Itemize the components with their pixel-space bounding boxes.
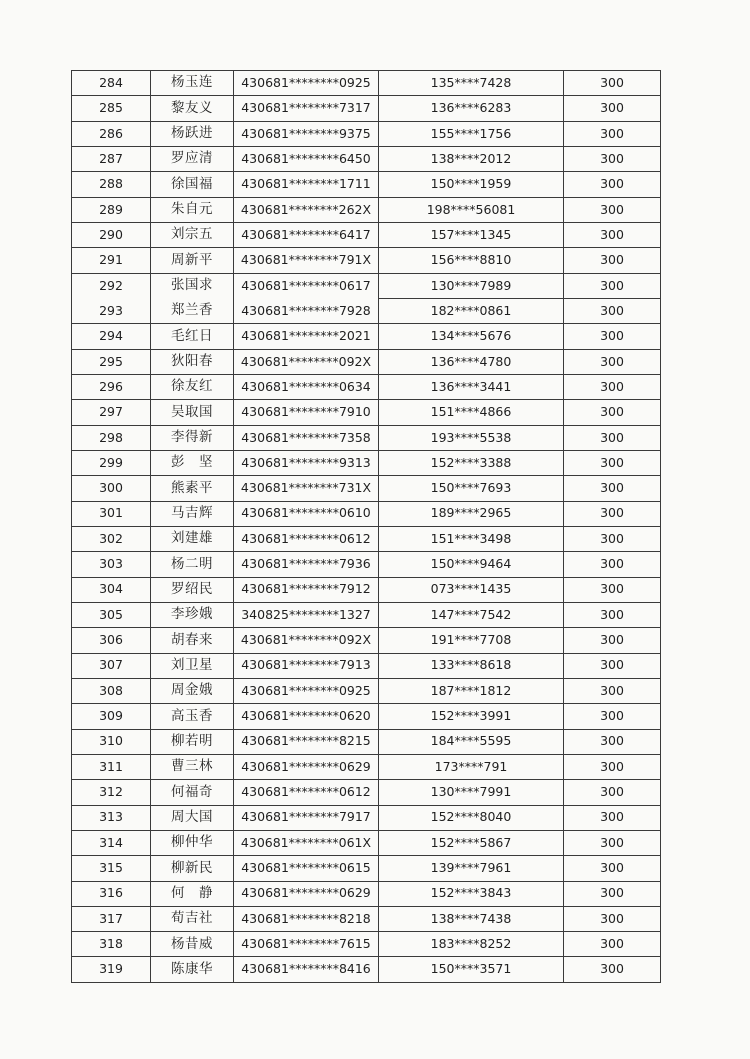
phone-cell: 189****2965 — [379, 501, 564, 526]
amount-cell: 300 — [564, 577, 661, 602]
row-number-cell: 303 — [72, 552, 151, 577]
name-cell: 吴取国 — [151, 400, 234, 425]
name-cell: 徐国福 — [151, 172, 234, 197]
name-cell: 陈康华 — [151, 957, 234, 982]
amount-cell: 300 — [564, 552, 661, 577]
table-row — [72, 729, 661, 754]
id-number-cell: 430681********7936 — [234, 552, 379, 577]
phone-cell: 152****3843 — [379, 881, 564, 906]
name-cell: 杨跃进 — [151, 121, 234, 146]
id-number-cell: 430681********7358 — [234, 425, 379, 450]
name-cell: 杨玉连 — [151, 71, 234, 96]
row-number-cell: 299 — [72, 450, 151, 475]
row-number-cell: 287 — [72, 146, 151, 171]
table-row — [72, 653, 661, 678]
table-row — [72, 349, 661, 374]
row-number-cell: 301 — [72, 501, 151, 526]
row-number-cell: 284 — [72, 71, 151, 96]
name-cell: 刘建雄 — [151, 526, 234, 551]
name-cell: 马吉辉 — [151, 501, 234, 526]
amount-cell: 300 — [564, 222, 661, 247]
id-number-cell: 430681********092X — [234, 349, 379, 374]
table-row — [72, 273, 661, 298]
id-number-cell: 430681********262X — [234, 197, 379, 222]
id-number-cell: 430681********8215 — [234, 729, 379, 754]
name-cell: 毛红日 — [151, 324, 234, 349]
amount-cell: 300 — [564, 248, 661, 273]
phone-cell: 147****7542 — [379, 602, 564, 627]
row-number-cell: 288 — [72, 172, 151, 197]
name-cell: 彭 坚 — [151, 450, 234, 475]
table-row — [72, 957, 661, 982]
phone-cell: 152****3388 — [379, 450, 564, 475]
table-row — [72, 476, 661, 501]
row-number-cell: 304 — [72, 577, 151, 602]
amount-cell: 300 — [564, 450, 661, 475]
row-number-cell: 290 — [72, 222, 151, 247]
phone-cell: 150****9464 — [379, 552, 564, 577]
amount-cell: 300 — [564, 172, 661, 197]
amount-cell: 300 — [564, 298, 661, 323]
row-number-cell: 315 — [72, 856, 151, 881]
id-number-cell: 430681********0629 — [234, 881, 379, 906]
phone-cell: 152****3991 — [379, 704, 564, 729]
amount-cell: 300 — [564, 830, 661, 855]
id-number-cell: 430681********0612 — [234, 780, 379, 805]
phone-cell: 157****1345 — [379, 222, 564, 247]
id-number-cell: 430681********0620 — [234, 704, 379, 729]
row-number-cell: 296 — [72, 374, 151, 399]
phone-cell: 136****4780 — [379, 349, 564, 374]
amount-cell: 300 — [564, 881, 661, 906]
phone-cell: 135****7428 — [379, 71, 564, 96]
name-cell: 杨二明 — [151, 552, 234, 577]
row-number-cell: 289 — [72, 197, 151, 222]
name-cell: 李得新 — [151, 425, 234, 450]
name-cell: 罗绍民 — [151, 577, 234, 602]
row-number-cell: 314 — [72, 830, 151, 855]
phone-cell: 150****1959 — [379, 172, 564, 197]
phone-cell: 184****5595 — [379, 729, 564, 754]
name-cell: 杨昔威 — [151, 932, 234, 957]
row-number-cell: 311 — [72, 754, 151, 779]
subsidy-list-table — [71, 70, 661, 983]
table-row — [72, 197, 661, 222]
id-number-cell: 430681********2021 — [234, 324, 379, 349]
phone-cell: 152****8040 — [379, 805, 564, 830]
name-cell: 狄阳春 — [151, 349, 234, 374]
id-number-cell: 430681********7913 — [234, 653, 379, 678]
id-number-cell: 430681********7928 — [234, 298, 379, 323]
table-row — [72, 830, 661, 855]
phone-cell: 138****7438 — [379, 906, 564, 931]
phone-cell: 182****0861 — [379, 298, 564, 323]
phone-cell: 136****6283 — [379, 96, 564, 121]
row-number-cell: 309 — [72, 704, 151, 729]
amount-cell: 300 — [564, 602, 661, 627]
row-number-cell: 305 — [72, 602, 151, 627]
phone-cell: 138****2012 — [379, 146, 564, 171]
id-number-cell: 430681********6450 — [234, 146, 379, 171]
name-cell: 张国求 — [151, 273, 234, 298]
name-cell: 刘宗五 — [151, 222, 234, 247]
id-number-cell: 430681********0617 — [234, 273, 379, 298]
id-number-cell: 430681********7912 — [234, 577, 379, 602]
row-number-cell: 298 — [72, 425, 151, 450]
amount-cell: 300 — [564, 754, 661, 779]
table-row — [72, 146, 661, 171]
row-number-cell: 307 — [72, 653, 151, 678]
phone-cell: 173****791 — [379, 754, 564, 779]
id-number-cell: 340825********1327 — [234, 602, 379, 627]
table-row — [72, 932, 661, 957]
phone-cell: 193****5538 — [379, 425, 564, 450]
table-row — [72, 121, 661, 146]
row-number-cell: 316 — [72, 881, 151, 906]
amount-cell: 300 — [564, 146, 661, 171]
row-number-cell: 310 — [72, 729, 151, 754]
row-number-cell: 319 — [72, 957, 151, 982]
table-row — [72, 96, 661, 121]
name-cell: 高玉香 — [151, 704, 234, 729]
id-number-cell: 430681********7910 — [234, 400, 379, 425]
table-row — [72, 577, 661, 602]
id-number-cell: 430681********0925 — [234, 678, 379, 703]
amount-cell: 300 — [564, 780, 661, 805]
amount-cell: 300 — [564, 501, 661, 526]
table-row — [72, 374, 661, 399]
table-row — [72, 222, 661, 247]
amount-cell: 300 — [564, 374, 661, 399]
amount-cell: 300 — [564, 197, 661, 222]
amount-cell: 300 — [564, 628, 661, 653]
row-number-cell: 312 — [72, 780, 151, 805]
phone-cell: 191****7708 — [379, 628, 564, 653]
id-number-cell: 430681********9375 — [234, 121, 379, 146]
amount-cell: 300 — [564, 324, 661, 349]
table-row — [72, 71, 661, 96]
amount-cell: 300 — [564, 349, 661, 374]
phone-cell: 151****3498 — [379, 526, 564, 551]
name-cell: 徐友红 — [151, 374, 234, 399]
name-cell: 黎友义 — [151, 96, 234, 121]
table-row — [72, 248, 661, 273]
row-number-cell: 294 — [72, 324, 151, 349]
name-cell: 周金娥 — [151, 678, 234, 703]
amount-cell: 300 — [564, 400, 661, 425]
id-number-cell: 430681********092X — [234, 628, 379, 653]
amount-cell: 300 — [564, 932, 661, 957]
table-row — [72, 450, 661, 475]
id-number-cell: 430681********7615 — [234, 932, 379, 957]
amount-cell: 300 — [564, 71, 661, 96]
row-number-cell: 293 — [72, 298, 151, 323]
phone-cell: 187****1812 — [379, 678, 564, 703]
row-number-cell: 318 — [72, 932, 151, 957]
row-number-cell: 291 — [72, 248, 151, 273]
amount-cell: 300 — [564, 526, 661, 551]
row-number-cell: 313 — [72, 805, 151, 830]
id-number-cell: 430681********9313 — [234, 450, 379, 475]
amount-cell: 300 — [564, 805, 661, 830]
id-number-cell: 430681********731X — [234, 476, 379, 501]
table-row — [72, 400, 661, 425]
id-number-cell: 430681********1711 — [234, 172, 379, 197]
name-cell: 柳新民 — [151, 856, 234, 881]
amount-cell: 300 — [564, 704, 661, 729]
table-row — [72, 906, 661, 931]
phone-cell: 073****1435 — [379, 577, 564, 602]
amount-cell: 300 — [564, 425, 661, 450]
phone-cell: 183****8252 — [379, 932, 564, 957]
amount-cell: 300 — [564, 476, 661, 501]
table-body — [72, 71, 661, 983]
id-number-cell: 430681********7917 — [234, 805, 379, 830]
phone-cell: 130****7989 — [379, 273, 564, 298]
name-cell: 熊素平 — [151, 476, 234, 501]
row-number-cell: 302 — [72, 526, 151, 551]
amount-cell: 300 — [564, 273, 661, 298]
table-row — [72, 881, 661, 906]
amount-cell: 300 — [564, 729, 661, 754]
name-cell: 刘卫星 — [151, 653, 234, 678]
name-cell: 何福奇 — [151, 780, 234, 805]
id-number-cell: 430681********061X — [234, 830, 379, 855]
amount-cell: 300 — [564, 121, 661, 146]
amount-cell: 300 — [564, 678, 661, 703]
phone-cell: 156****8810 — [379, 248, 564, 273]
name-cell: 周新平 — [151, 248, 234, 273]
name-cell: 朱自元 — [151, 197, 234, 222]
amount-cell: 300 — [564, 653, 661, 678]
amount-cell: 300 — [564, 856, 661, 881]
table-row — [72, 628, 661, 653]
table-row — [72, 754, 661, 779]
table-row — [72, 172, 661, 197]
row-number-cell: 295 — [72, 349, 151, 374]
table-row — [72, 552, 661, 577]
table-row — [72, 425, 661, 450]
table-row — [72, 805, 661, 830]
phone-cell: 150****7693 — [379, 476, 564, 501]
amount-cell: 300 — [564, 96, 661, 121]
table-row — [72, 602, 661, 627]
id-number-cell: 430681********6417 — [234, 222, 379, 247]
table-row — [72, 704, 661, 729]
phone-cell: 152****5867 — [379, 830, 564, 855]
table-row — [72, 780, 661, 805]
phone-cell: 134****5676 — [379, 324, 564, 349]
name-cell: 荀吉社 — [151, 906, 234, 931]
table-row — [72, 324, 661, 349]
row-number-cell: 286 — [72, 121, 151, 146]
name-cell: 罗应清 — [151, 146, 234, 171]
row-number-cell: 285 — [72, 96, 151, 121]
phone-cell: 130****7991 — [379, 780, 564, 805]
id-number-cell: 430681********8416 — [234, 957, 379, 982]
id-number-cell: 430681********0612 — [234, 526, 379, 551]
phone-cell: 150****3571 — [379, 957, 564, 982]
id-number-cell: 430681********791X — [234, 248, 379, 273]
phone-cell: 139****7961 — [379, 856, 564, 881]
name-cell: 柳仲华 — [151, 830, 234, 855]
id-number-cell: 430681********0634 — [234, 374, 379, 399]
amount-cell: 300 — [564, 906, 661, 931]
id-number-cell: 430681********0925 — [234, 71, 379, 96]
phone-cell: 133****8618 — [379, 653, 564, 678]
phone-cell: 151****4866 — [379, 400, 564, 425]
name-cell: 李珍娥 — [151, 602, 234, 627]
phone-cell: 136****3441 — [379, 374, 564, 399]
row-number-cell: 300 — [72, 476, 151, 501]
name-cell: 何 静 — [151, 881, 234, 906]
table-row — [72, 856, 661, 881]
phone-cell: 155****1756 — [379, 121, 564, 146]
id-number-cell: 430681********0610 — [234, 501, 379, 526]
table-row — [72, 501, 661, 526]
amount-cell: 300 — [564, 957, 661, 982]
table-row — [72, 678, 661, 703]
row-number-cell: 297 — [72, 400, 151, 425]
row-number-cell: 306 — [72, 628, 151, 653]
table-row — [72, 526, 661, 551]
id-number-cell: 430681********0615 — [234, 856, 379, 881]
id-number-cell: 430681********0629 — [234, 754, 379, 779]
name-cell: 柳若明 — [151, 729, 234, 754]
name-cell: 周大国 — [151, 805, 234, 830]
name-cell: 胡春来 — [151, 628, 234, 653]
row-number-cell: 317 — [72, 906, 151, 931]
id-number-cell: 430681********8218 — [234, 906, 379, 931]
table-row — [72, 298, 661, 323]
phone-cell: 198****56081 — [379, 197, 564, 222]
row-number-cell: 292 — [72, 273, 151, 298]
name-cell: 曹三林 — [151, 754, 234, 779]
id-number-cell: 430681********7317 — [234, 96, 379, 121]
row-number-cell: 308 — [72, 678, 151, 703]
name-cell: 郑兰香 — [151, 298, 234, 323]
